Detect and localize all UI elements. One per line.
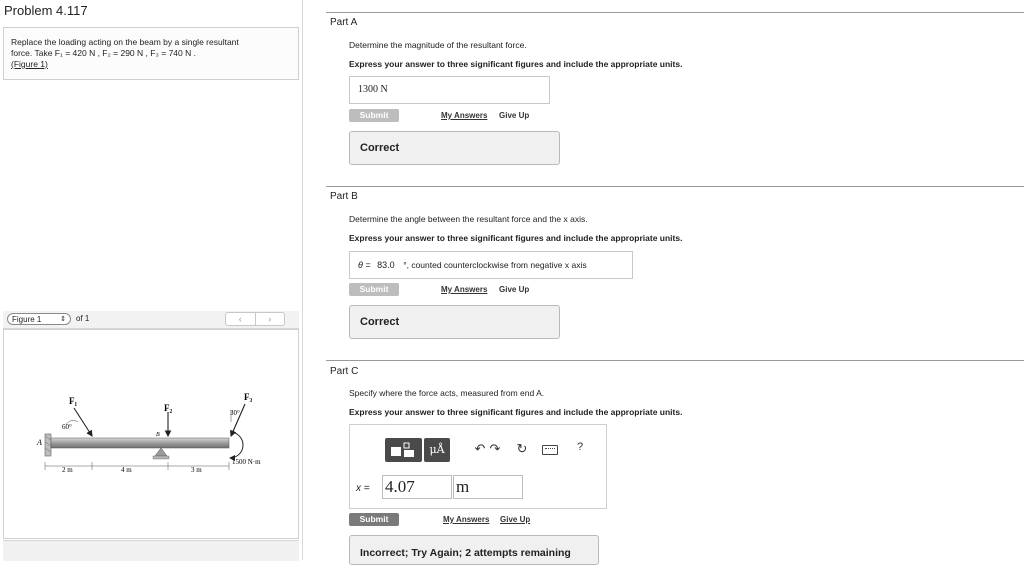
part-c-submit-button[interactable]: Submit	[349, 513, 399, 526]
part-b-feedback: Correct	[349, 305, 560, 339]
x-label: x =	[356, 483, 370, 494]
figure-nav	[225, 312, 285, 326]
chevron-right-icon[interactable]: ›	[255, 313, 285, 325]
part-a-instruction: Express your answer to three significant figures and include the appropriate units.	[349, 59, 683, 69]
part-b-my-answers-link[interactable]: My Answers	[441, 285, 488, 294]
reset-icon[interactable]: ↻	[516, 441, 528, 456]
part-a-label: Part A	[330, 17, 358, 28]
part-c-rule	[326, 360, 1024, 361]
keyboard-icon[interactable]	[542, 445, 558, 455]
figure-link[interactable]: (Figure 1)	[11, 59, 48, 69]
undo-icon[interactable]: ↶	[474, 441, 486, 456]
label-point-b: B	[156, 432, 160, 438]
problem-title: Problem 4.117	[4, 3, 88, 18]
part-a-rule	[326, 12, 1024, 13]
part-a-feedback: Correct	[349, 131, 560, 165]
part-b-rule	[326, 186, 1024, 187]
problem-line-1: Replace the loading acting on the beam by a single resultant	[11, 37, 239, 47]
label-moment: 1500 N·m	[232, 458, 261, 466]
redo-icon[interactable]: ↷	[489, 441, 501, 456]
part-c-my-answers-link[interactable]: My Answers	[443, 515, 490, 524]
help-icon[interactable]: ?	[576, 441, 584, 453]
part-b-answer-input[interactable]: 83.0	[377, 260, 395, 270]
template-tool-button[interactable]	[385, 438, 422, 462]
label-dim-2m: 2 m	[62, 466, 73, 474]
label-dim-3m: 3 m	[191, 466, 202, 474]
part-b-submit-button[interactable]: Submit	[349, 283, 399, 296]
label-f3: F₃	[244, 392, 253, 402]
part-c-value-input[interactable]: 4.07	[382, 475, 452, 499]
theta-label: θ =	[358, 260, 371, 270]
beam-diagram	[4, 330, 298, 538]
part-a-submit-button[interactable]: Submit	[349, 109, 399, 122]
part-c-give-up-link[interactable]: Give Up	[500, 515, 531, 524]
left-bottom-bar	[3, 540, 299, 561]
label-f1: F₁	[69, 396, 78, 406]
select-arrows-icon: ⇕	[60, 316, 66, 323]
force-f1-arrow	[74, 408, 92, 436]
part-a-answer-input[interactable]: 1300 N	[349, 76, 550, 104]
part-b-label: Part B	[330, 191, 358, 202]
part-b-instruction: Express your answer to three significant figures and include the appropriate units.	[349, 233, 683, 243]
part-a-give-up-link[interactable]: Give Up	[499, 111, 530, 120]
label-point-a: A	[37, 438, 42, 447]
part-b-answer-row	[349, 251, 633, 279]
panel-divider	[302, 0, 303, 560]
part-c-feedback: Incorrect; Try Again; 2 attempts remaining	[349, 535, 599, 565]
beam	[51, 438, 229, 448]
figure-select-value: Figure 1	[12, 315, 42, 324]
figure-frame	[3, 329, 299, 539]
part-b-unit-suffix: °, counted counterclockwise from negative x axis	[403, 260, 587, 270]
part-a-question: Determine the magnitude of the resultant force.	[349, 40, 527, 50]
figure-count: of 1	[76, 314, 90, 323]
figure-select[interactable]	[7, 313, 71, 325]
part-c-instruction: Express your answer to three significant figures and include the appropriate units.	[349, 407, 683, 417]
part-b-question: Determine the angle between the resultant force and the x axis.	[349, 214, 588, 224]
label-angle-30: 30°	[230, 409, 240, 417]
label-dim-4m: 4 m	[121, 466, 132, 474]
part-b-give-up-link[interactable]: Give Up	[499, 285, 530, 294]
part-c-unit-input[interactable]: m	[453, 475, 523, 499]
part-c-question: Specify where the force acts, measured from end A.	[349, 388, 545, 398]
wall-support	[45, 434, 51, 456]
roller-support	[155, 448, 167, 456]
part-c-label: Part C	[330, 366, 359, 377]
units-tool-button[interactable]: μÅ	[424, 438, 450, 462]
part-a-my-answers-link[interactable]: My Answers	[441, 111, 488, 120]
label-angle-60: 60°	[62, 423, 72, 431]
label-f2: F₂	[164, 403, 173, 413]
moment-arrow	[230, 432, 243, 458]
problem-line-2: force. Take F₁ = 420 N , F₂ = 290 N , F₃ = 740 N .	[11, 48, 196, 58]
template-icon	[385, 438, 422, 462]
chevron-left-icon[interactable]: ‹	[238, 314, 242, 324]
problem-statement	[11, 37, 291, 70]
